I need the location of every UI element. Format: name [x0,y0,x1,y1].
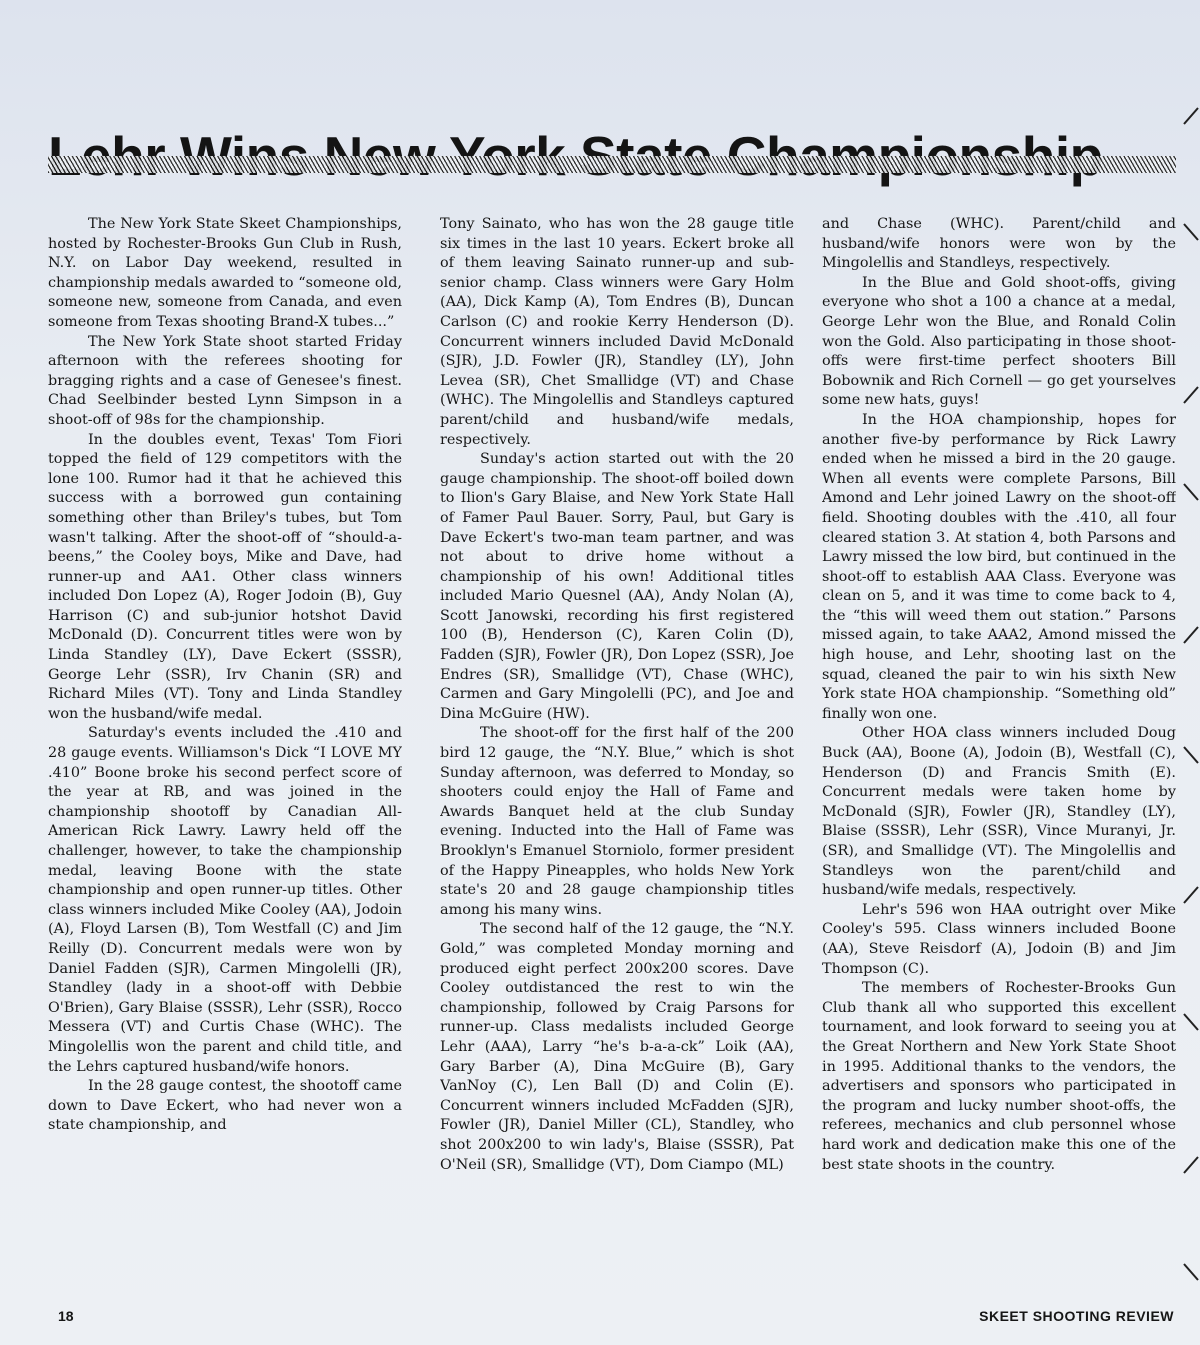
paragraph: In the 28 gauge contest, the shootoff came down to Dave Eckert, who had never won a state championship, and [48,1078,402,1134]
paragraph: The second half of the 12 gauge, the “N.Y. Gold,” was completed Monday morning and produced eight perfect 200x200 scores. Dave Cooley outdistanced the rest to win the championship, followed by Craig Parsons for runner-up. Class medalists included George Lehr (AAA), Larry “he's b-a-a-ck” Loik (AA), Gary Barber (A), Dina McGuire (B), Gary VanNoy (C), Len Ball (D) and Colin (E). Concurrent winners included McFadden (SJR), Fowler (JR), Daniel Miller (CL), Standley, who shot 200x200 to win lady's, Blaise (SSSR), Pat O'Neil (SR), Smallidge (VT), Dom Ciampo (ML) [440,921,794,1173]
article-column-3 [822,215,1176,1300]
edge-tick-mark [1176,106,1200,126]
paragraph: In the HOA championship, hopes for another five-by performance by Rick Lawry ended when he missed a bird in the 20 gauge. When all events were complete Parsons, Bill Amond and Lehr joined Lawry on the shoot-off field. Shooting doubles with the .410, all four cleared station 3. At station 4, both Parsons and Lawry missed the low bird, but continued in the shoot-off to establish AAA Class. Everyone was clean on 5, and it was time to come back to 4, the “this will weed them out station.” Parsons missed again, to take AAA2, Amond missed the high house, and Lehr, shooting last on the squad, cleaned the pair to win his sixth New York state HOA championship. “Something old” finally won one. [822,411,1176,722]
edge-tick-mark [1176,1012,1200,1032]
edge-tick-mark [1176,625,1200,645]
paragraph: Saturday's events included the .410 and 28 gauge events. Williamson's Dick “I LOVE MY .410” Boone broke his second perfect score of the year at RB, and was joined in the championship shootoff by Canadian All-American Rick Lawry. Lawry held off the challenger, however, to take the championship medal, leaving Boone with the state championship and open runner-up titles. Other class winners included Mike Cooley (AA), Jodoin (A), Floyd Larsen (B), Tom Westfall (C) and Jim Reilly (D). Concurrent medals were won by Daniel Fadden (SJR), Carmen Mingolelli (JR), Standley (lady in a shoot-off with Debbie O'Brien), Gary Blaise (SSSR), Lehr (SSR), Rocco Messera (VT) and Curtis Chase (WHC). The Mingolellis won the parent and child title, and the Lehrs captured husband/wife honors. [48,725,402,1075]
magazine-name: SKEET SHOOTING REVIEW [979,1308,1174,1324]
hatched-divider [48,156,1176,173]
article-column-1 [48,215,402,1300]
paragraph: The shoot-off for the first half of the 200 bird 12 gauge, the “N.Y. Blue,” which is shot Sunday afternoon, was deferred to Monday, so shooters could enjoy the Hall of Fame and Awards Banquet held at the club Sunday evening. Inducted into the Hall of Fame was Brooklyn's Emanuel Storniolo, former president of the Happy Pineapples, who holds New York state's 20 and 28 gauge championship titles among his many wins. [440,725,794,918]
edge-tick-mark [1176,1155,1200,1175]
article-column-2 [440,215,794,1300]
paragraph: Tony Sainato, who has won the 28 gauge title six times in the last 10 years. Eckert broke all of them leaving Sainato runner-up and sub-senior champ. Class winners were Gary Holm (AA), Dick Kamp (A), Tom Endres (B), Duncan Carlson (C) and rookie Kerry Henderson (D). Concurrent winners included David McDonald (SJR), J.D. Fowler (JR), Standley (LY), John Levea (SR), Chet Smallidge (VT) and Chase (WHC). The Mingolellis and Standleys captured parent/child and husband/wife medals, respectively. [440,216,794,448]
edge-tick-mark [1176,1262,1200,1282]
paragraph: Lehr's 596 won HAA outright over Mike Cooley's 595. Class winners included Boone (AA), Steve Reisdorf (A), Jodoin (B) and Jim Thompson (C). [822,901,1176,977]
paragraph: Other HOA class winners included Doug Buck (AA), Boone (A), Jodoin (B), Westfall (C), Henderson (D) and Francis Smith (E). Concurrent medals were taken home by McDonald (SJR), Fowler (JR), Standley (LY), Blaise (SSSR), Lehr (SSR), Vince Muranyi, Jr. (SR), and Smallidge (VT). The Mingolellis and Standleys won the parent/child and husband/wife medals, respectively. [822,725,1176,899]
paragraph: The New York State shoot started Friday afternoon with the referees shooting for bragging rights and a case of Genesee's finest. Chad Seelbinder bested Lynn Simpson in a shoot-off of 98s for the championship. [48,333,402,428]
paragraph: The members of Rochester-Brooks Gun Club thank all who supported this excellent tournament, and look forward to seeing you at the Great Northern and New York State Shoot in 1995. Additional thanks to the vendors, the advertisers and sponsors who participated in the program and lucky number shoot-offs, the referees, mechanics and club personnel whose hard work and dedication make this one of the best state shoots in the country. [822,980,1176,1173]
paragraph: and Chase (WHC). Parent/child and husband/wife honors were won by the Mingolellis and Standleys, respectively. [822,216,1176,272]
edge-tick-mark [1176,385,1200,405]
paragraph: In the Blue and Gold shoot-offs, giving everyone who shot a 100 a chance at a medal, George Lehr won the Blue, and Ronald Colin won the Gold. Also participating in those shoot-offs were first-time perfect shooters Bill Bobownik and Rich Cornell — go get yourselves some new hats, guys! [822,274,1176,409]
edge-tick-mark [1176,222,1200,242]
edge-tick-mark [1176,885,1200,905]
edge-tick-mark [1176,482,1200,502]
page-number: 18 [58,1308,74,1324]
edge-tick-mark [1176,745,1200,765]
paragraph: The New York State Skeet Championships, hosted by Rochester-Brooks Gun Club in Rush, N.Y. on Labor Day weekend, resulted in championship medals awarded to “someone old, someone new, someone from Canada, and even someone from Texas shooting Brand-X tubes...” [48,216,402,330]
paragraph: Sunday's action started out with the 20 gauge championship. The shoot-off boiled down to Ilion's Gary Blaise, and New York State Hall of Famer Paul Bauer. Sorry, Paul, but Gary is Dave Eckert's two-man team partner, and was not about to drive home without a championship of his own! Additional titles included Mario Quesnel (AA), Andy Nolan (A), Scott Janowski, recording his first registered 100 (B), Henderson (C), Karen Colin (D), Fadden (SJR), Fowler (JR), Don Lopez (SSR), Joe Endres (SR), Smallidge (VT), Chase (WHC), Carmen and Gary Mingolelli (PC), and Joe and Dina McGuire (HW). [440,451,794,722]
paragraph: In the doubles event, Texas' Tom Fiori topped the field of 129 competitors with the lone 100. Rumor had it that he achieved this success with a borrowed gun containing something other than Briley's tubes, but Tom wasn't talking. After the shoot-off of “should-a-beens,” the Cooley boys, Mike and Dave, had runner-up and AA1. Other class winners included Don Lopez (A), Roger Jodoin (B), Guy Harrison (C) and sub-junior hotshot David McDonald (D). Concurrent titles were won by Linda Standley (LY), Dave Eckert (SSSR), George Lehr (SSR), Irv Chanin (SR) and Richard Miles (VT). Tony and Linda Standley won the husband/wife medal. [48,431,402,722]
